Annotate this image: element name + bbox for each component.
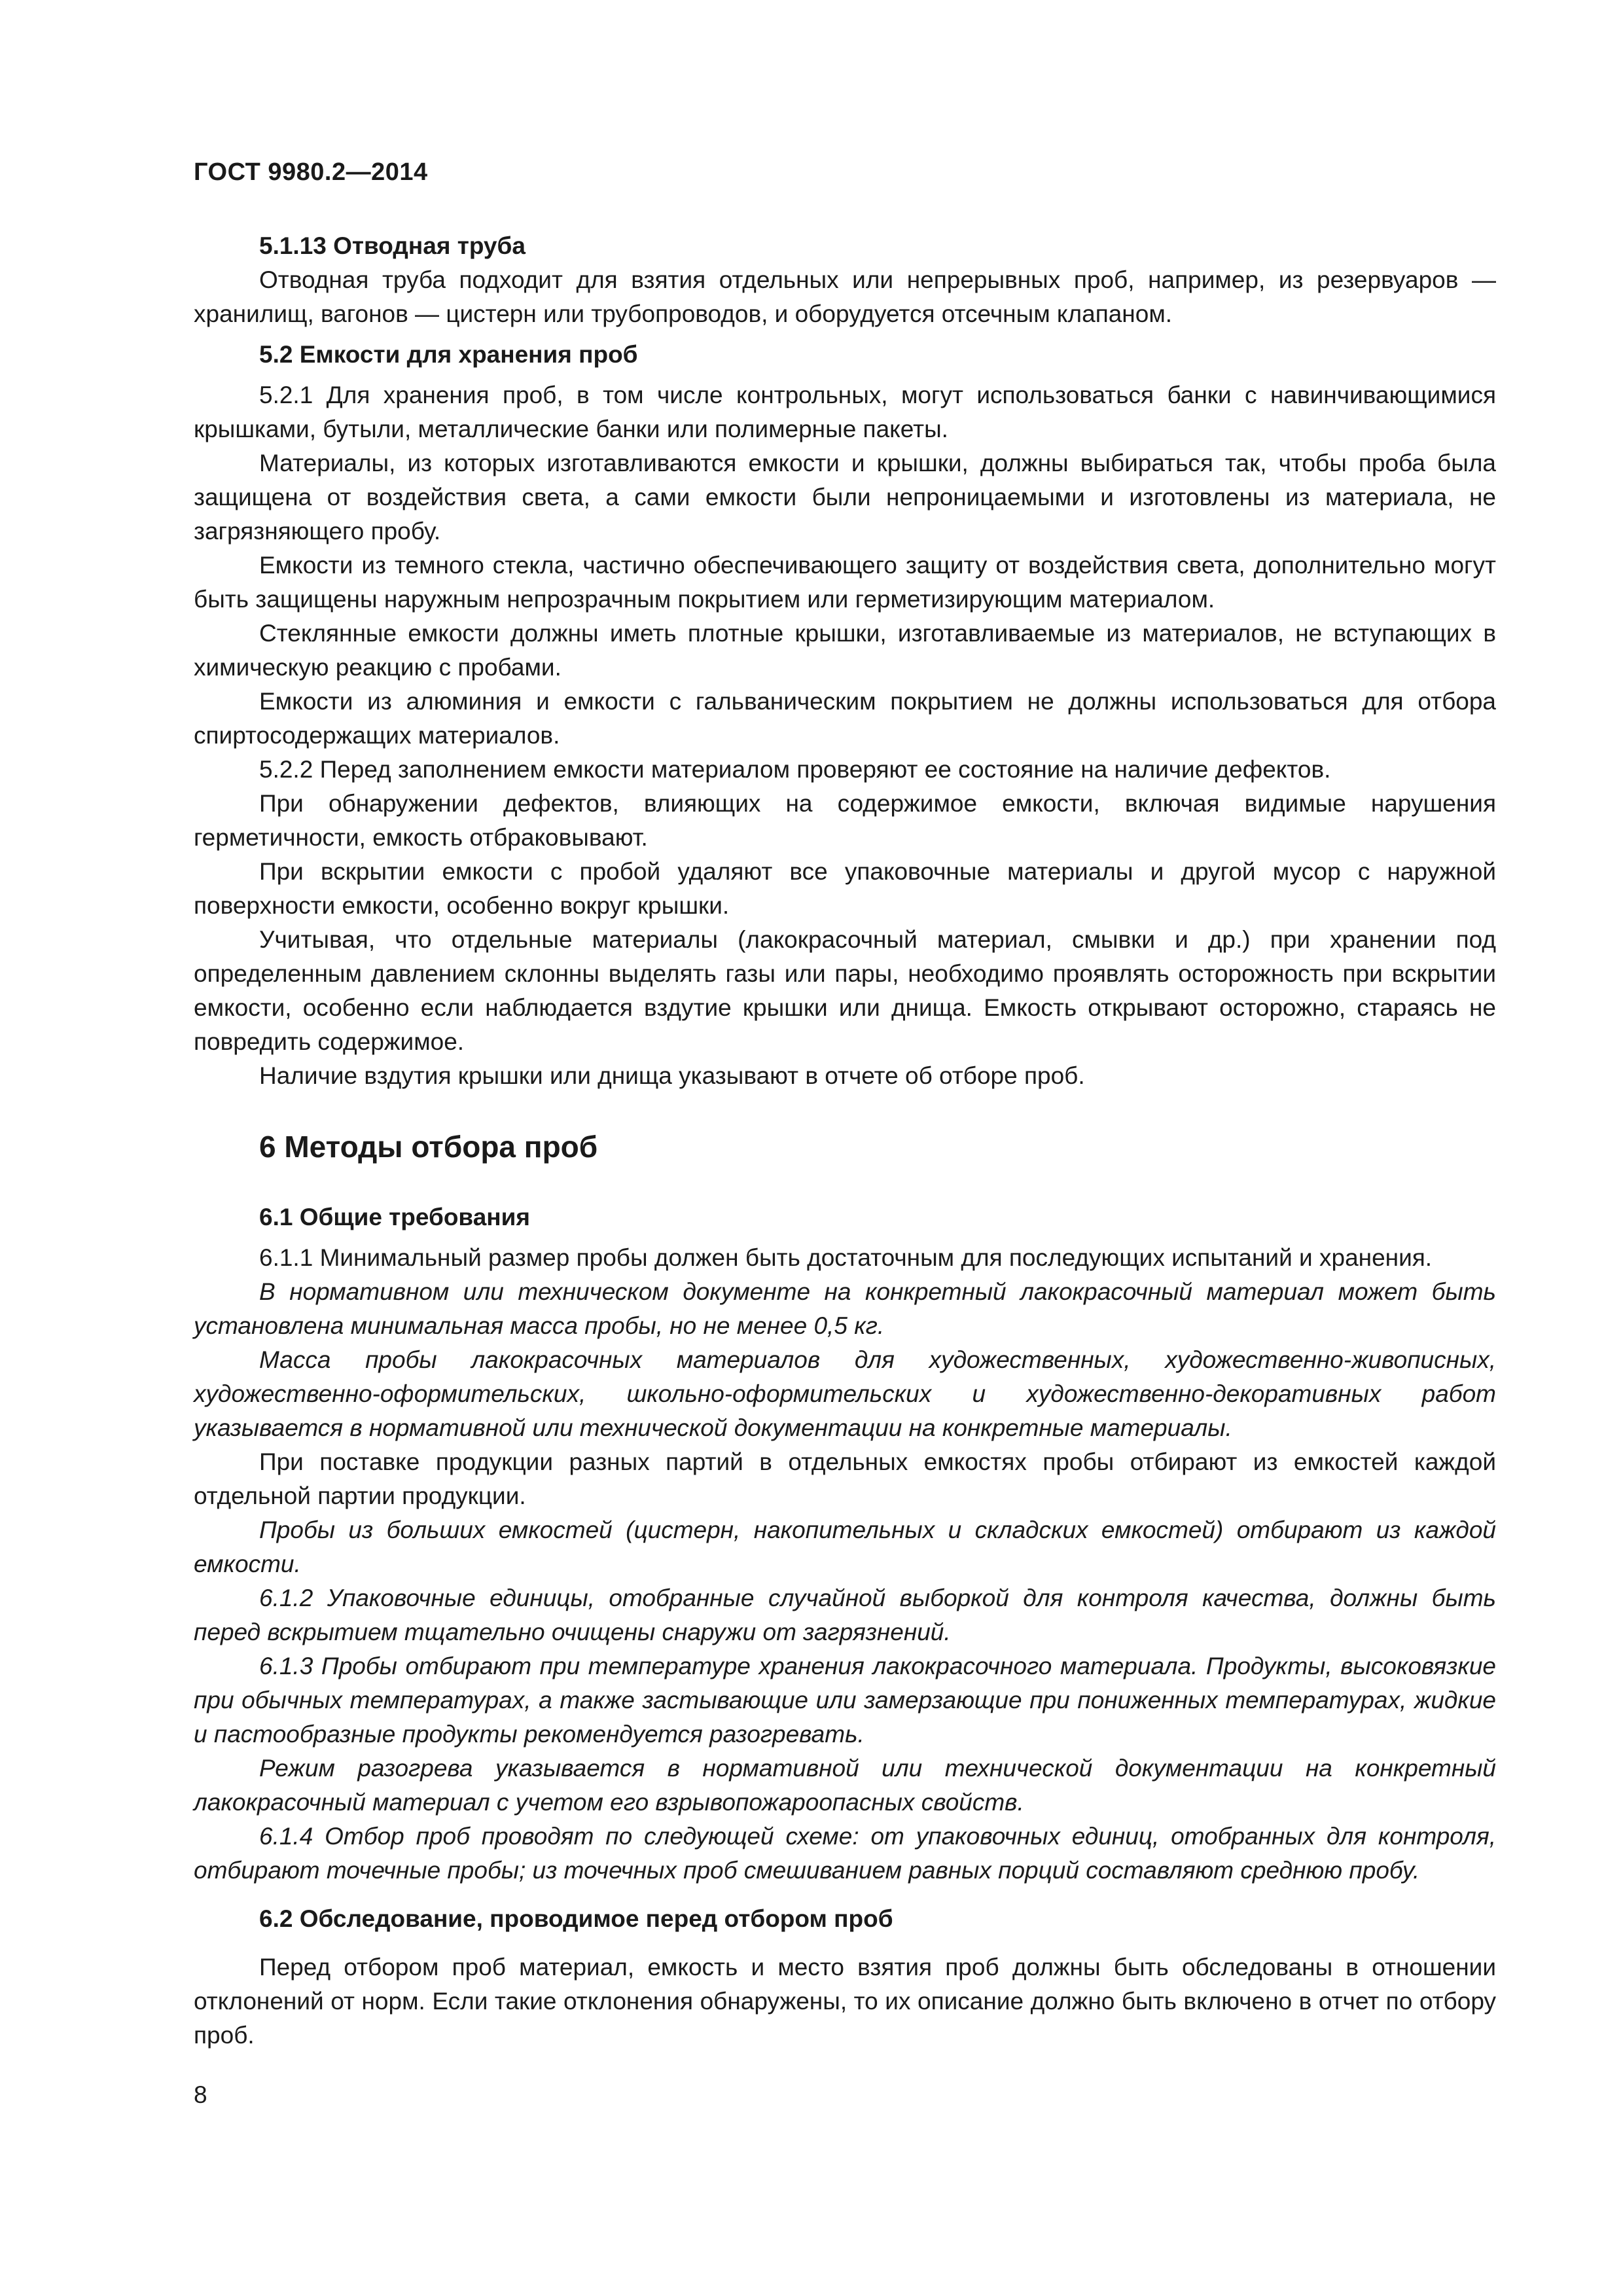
paragraph: Перед отбором проб материал, емкость и место взятия проб должны быть обследованы в отношении отклонений от норм. Если такие отклонения обнаружены, то их описание должно быть включено в отчет по отбору проб. bbox=[194, 1954, 1496, 2049]
paragraph-italic: В нормативном или техническом документе на конкретный лакокрасочный материал может быть установлена минимальная масса пробы, но не менее 0,5 кг. bbox=[194, 1278, 1496, 1339]
paragraph-italic: Пробы из больших емкостей (цистерн, накопительных и складских емкостей) отбирают из каждой емкости. bbox=[194, 1516, 1496, 1577]
document-body bbox=[194, 229, 1496, 2053]
paragraph-italic: Масса пробы лакокрасочных материалов для художественных, художественно-живописных, художественно-оформительских, школьно-оформительских и художественно-декоративных работ указывается в нормативной или технической документации на конкретные материалы. bbox=[194, 1346, 1496, 1441]
paragraph: 6.1.1 Минимальный размер пробы должен быть достаточным для последующих испытаний и хранения. bbox=[259, 1244, 1433, 1271]
page-number: 8 bbox=[194, 2081, 207, 2108]
section-title-5-1-13: 5.1.13 Отводная труба bbox=[259, 232, 526, 259]
paragraph-italic: 6.1.4 Отбор проб проводят по следующей схеме: от упаковочных единиц, отобранных для контроля, отбирают точечные пробы; из точечных проб смешиванием равных порций составляют среднюю пробу. bbox=[194, 1823, 1496, 1884]
paragraph: Отводная труба подходит для взятия отдельных или непрерывных проб, например, из резервуаров — хранилищ, вагонов — цистерн или трубопроводов, и оборудуется отсечным клапаном. bbox=[194, 266, 1496, 327]
paragraph: Учитывая, что отдельные материалы (лакокрасочный материал, смывки и др.) при хранении под определенным давлением склонны выделять газы или пары, необходимо проявлять осторожность при вскрытии емкости, особенно если наблюдается вздутие крышки или днища. Емкость открывают осторожно, стараясь не повредить содержимое. bbox=[194, 926, 1496, 1055]
paragraph-italic: 6.1.3 Пробы отбирают при температуре хранения лакокрасочного материала. Продукты, высоковязкие при обычных температурах, а также застывающие или замерзающие при пониженных температурах, жидкие и пастообразные продукты рекомендуется разогревать. bbox=[194, 1653, 1496, 1748]
paragraph: Материалы, из которых изготавливаются емкости и крышки, должны выбираться так, чтобы проба была защищена от воздействия света, а сами емкости были непроницаемыми и изготовлены из материала, не загрязняющего пробу. bbox=[194, 450, 1496, 545]
paragraph: При поставке продукции разных партий в отдельных емкостях пробы отбирают из емкостей каждой отдельной партии продукции. bbox=[194, 1448, 1496, 1509]
section-title-5-2: 5.2 Емкости для хранения проб bbox=[259, 341, 638, 368]
section-title-6-1: 6.1 Общие требования bbox=[259, 1204, 530, 1230]
paragraph: При обнаружении дефектов, влияющих на содержимое емкости, включая видимые нарушения герметичности, емкость отбраковывают. bbox=[194, 790, 1496, 851]
paragraph: Емкости из темного стекла, частично обеспечивающего защиту от воздействия света, дополнительно могут быть защищены наружным непрозрачным покрытием или герметизирующим материалом. bbox=[194, 552, 1496, 613]
document-header: ГОСТ 9980.2—2014 bbox=[194, 158, 428, 186]
paragraph: При вскрытии емкости с пробой удаляют все упаковочные материалы и другой мусор с наружной поверхности емкости, особенно вокруг крышки. bbox=[194, 858, 1496, 919]
paragraph: 5.2.1 Для хранения проб, в том числе контрольных, могут использоваться банки с навинчивающимися крышками, бутыли, металлические банки или полимерные пакеты. bbox=[194, 382, 1496, 442]
paragraph-italic: 6.1.2 Упаковочные единицы, отобранные случайной выборкой для контроля качества, должны быть перед вскрытием тщательно очищены снаружи от загрязнений. bbox=[194, 1585, 1496, 1645]
paragraph-italic: Режим разогрева указывается в нормативной или технической документации на конкретный лакокрасочный материал с учетом его взрывопожароопасных свойств. bbox=[194, 1755, 1496, 1816]
paragraph: Наличие вздутия крышки или днища указывают в отчете об отборе проб. bbox=[259, 1062, 1085, 1089]
section-title-6-2: 6.2 Обследование, проводимое перед отбором проб bbox=[259, 1905, 893, 1932]
paragraph: 5.2.2 Перед заполнением емкости материалом проверяют ее состояние на наличие дефектов. bbox=[259, 756, 1331, 783]
paragraph: Емкости из алюминия и емкости с гальваническим покрытием не должны использоваться для отбора спиртосодержащих материалов. bbox=[194, 688, 1496, 749]
paragraph: Стеклянные емкости должны иметь плотные крышки, изготавливаемые из материалов, не вступающих в химическую реакцию с пробами. bbox=[194, 620, 1496, 681]
chapter-title-6: 6 Методы отбора проб bbox=[259, 1130, 598, 1164]
